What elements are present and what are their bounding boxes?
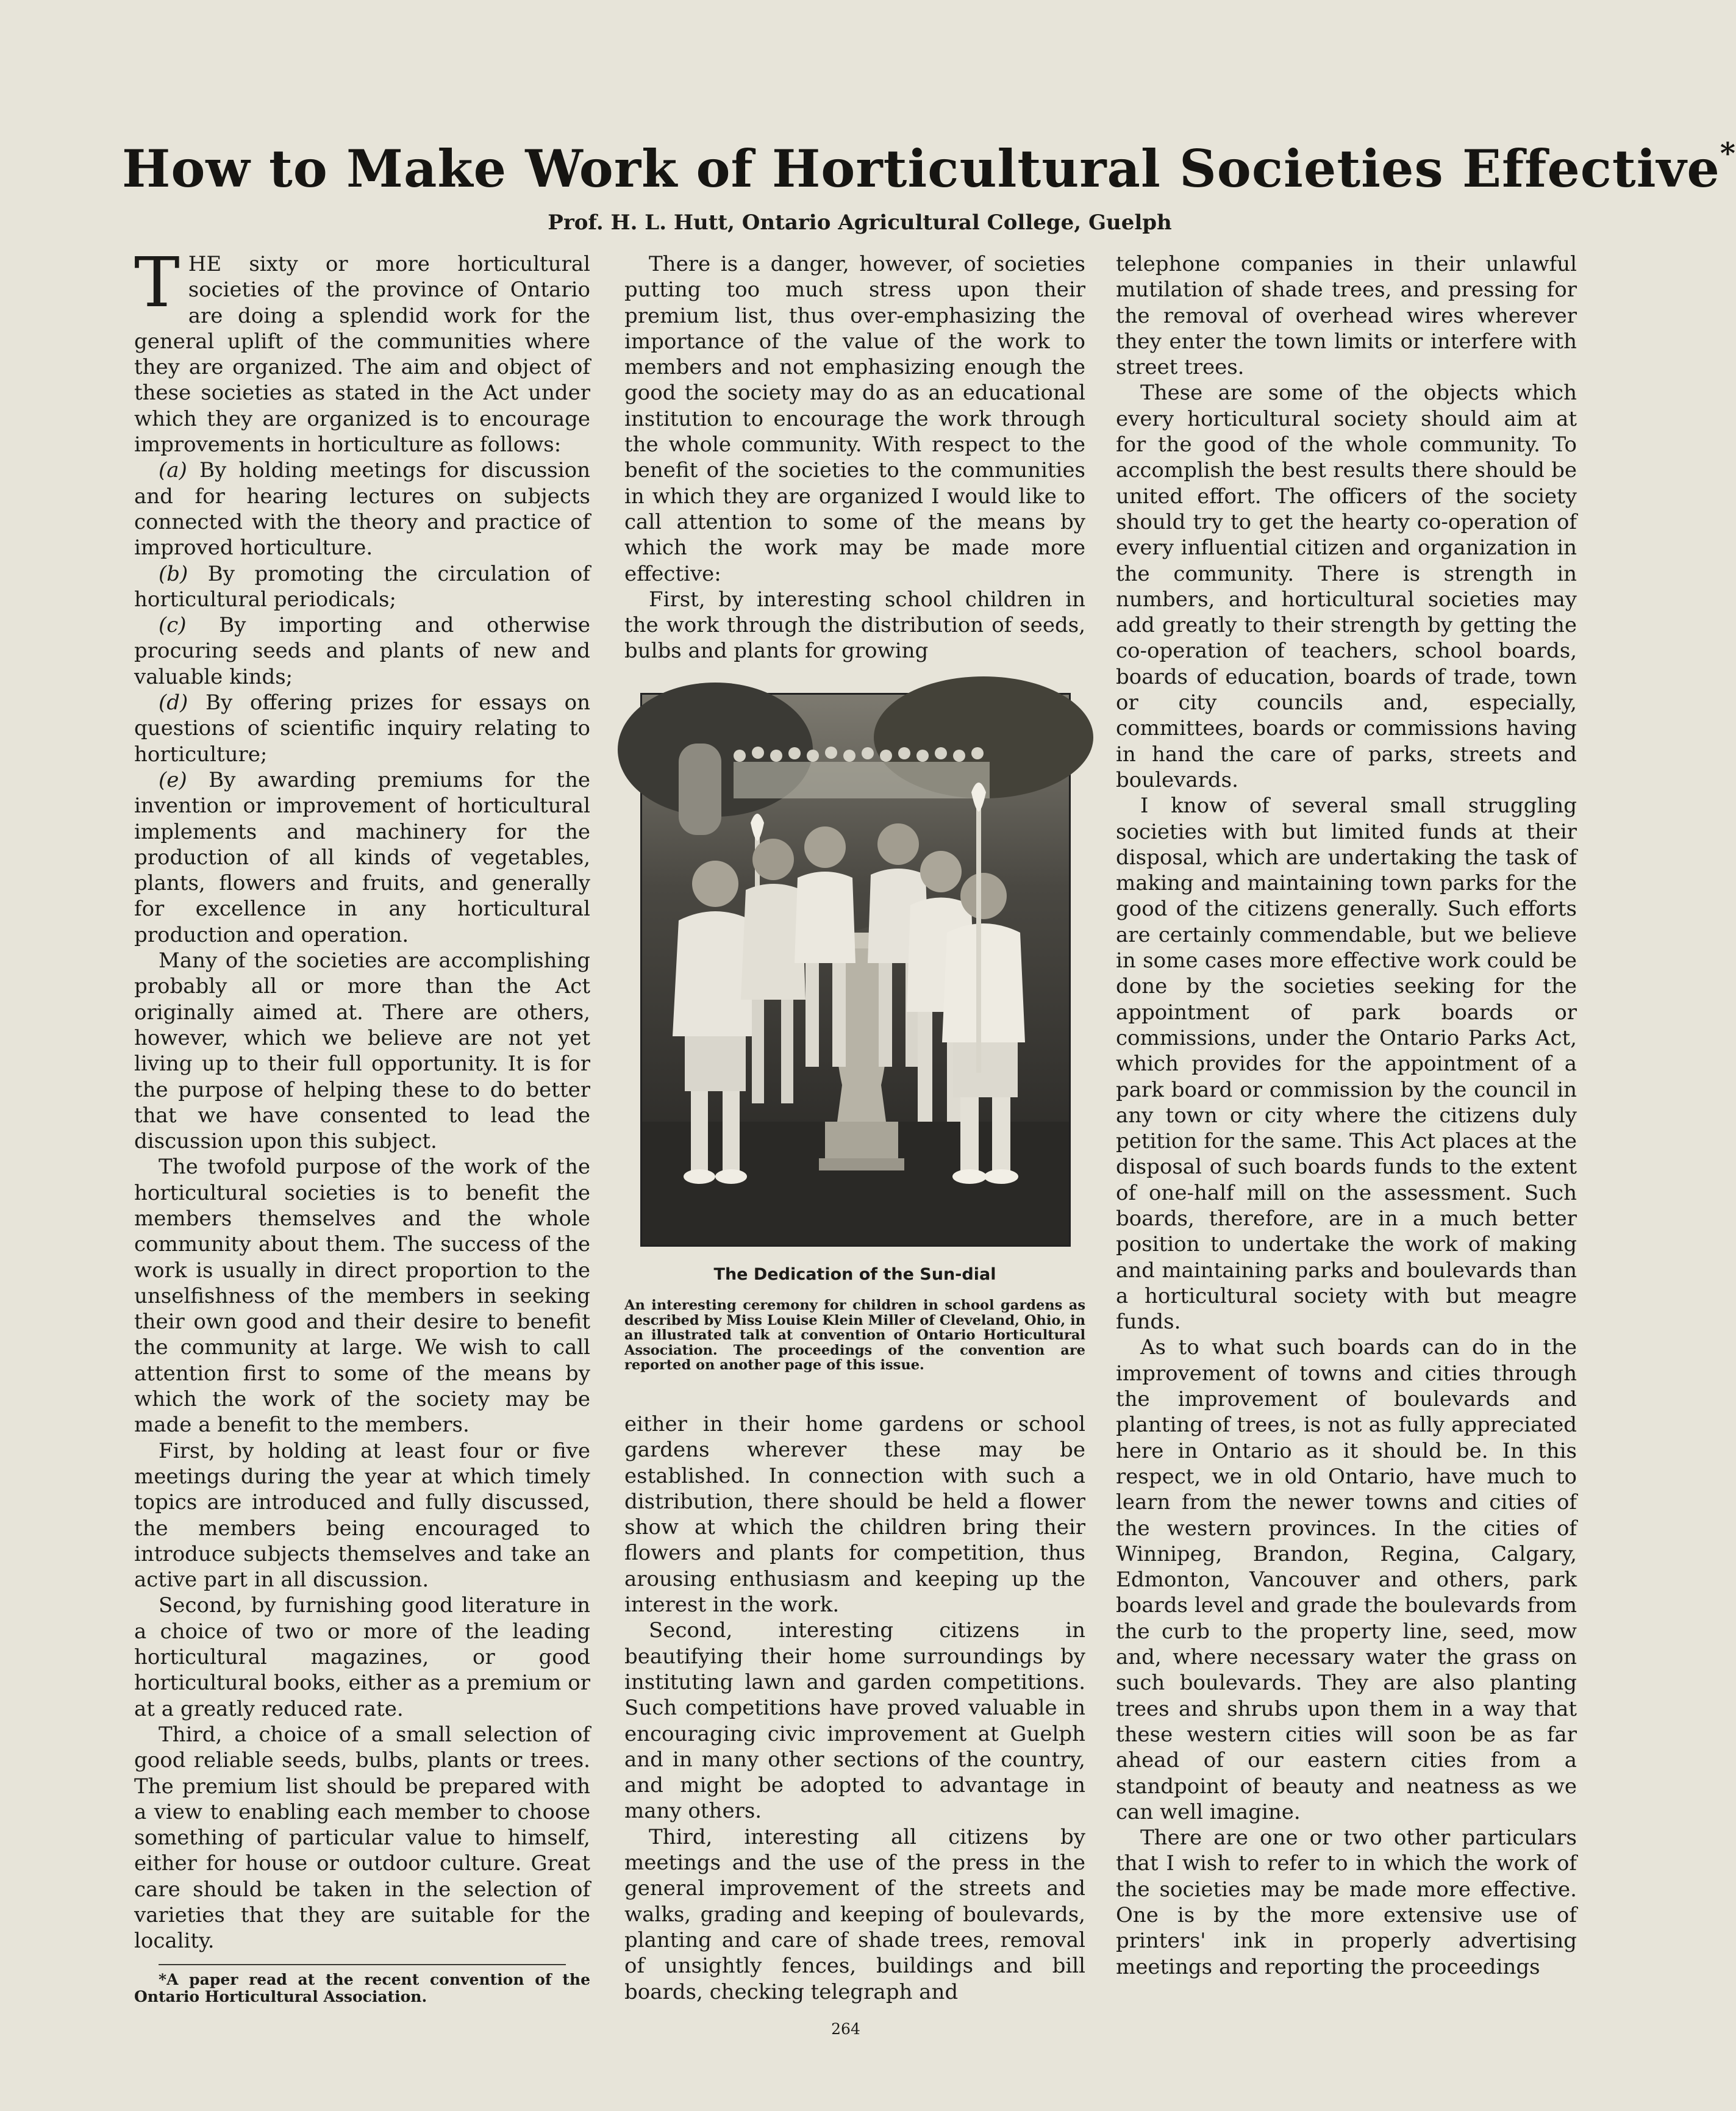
list-marker: (a) bbox=[159, 458, 187, 483]
paragraph: I know of several small struggling societies with but limited funds at their disposal, which are undertaking the task of making and maintaining town parks for the good of the citizens generally. Such efforts are certainly commendable, but we believe in some cases more effective work could be done by the societies seeking for the appointment of park boards or commissions, under the Ontario Parks Act, which provides for the appointment of a park board or commission by the council in any town or city where the citizens duly petition for the same. This Act places at the disposal of such boards funds to the extent of one-half mill on the assessment. Such boards, therefore, are in a much better position to undertake the work of making and maintaining parks and boulevards than a horticultural society with but meagre funds. bbox=[1116, 794, 1577, 1335]
figure-caption-title: The Dedication of the Sun-dial bbox=[713, 1265, 996, 1284]
paragraph: Many of the societies are accomplishing probably all or more than the Act originally aimed at. There are others, however, which we believe are not yet living up to their full opportunity. It is for the purpose of helping these to do better that we have consented to lead the discussion upon this subject. bbox=[134, 948, 590, 1154]
paragraph: Third, a choice of a small selection of good reliable seeds, bulbs, plants or trees. The premium list should be prepared with a view to enabling each member to choose something of particular value to himself, either for house or outdoor culture. Great care should be taken in the selection of varieties that they are suitable for the locality. bbox=[134, 1722, 590, 1954]
paragraph: These are some of the objects which every horticultural society should aim at for the good of the whole community. To accomplish the best results there should be united effort. The officers of the society should try to get the hearty co-operation of every influential citizen and organization in the community. There is strength in numbers, and horticultural societies may add greatly to their strength by getting the co-operation of teachers, school boards, boards of education, boards of trade, town or city councils and, especially, committees, boards or commissions having in hand the care of parks, streets and boulevards. bbox=[1116, 381, 1577, 792]
footnote-divider bbox=[159, 1964, 566, 1965]
figure-caption: An interesting ceremony for children in school gardens as described by Miss Louise Klein Miller of Cleveland, Ohio, in an illustrated talk at convention of Ontario Horticultural Association. The proceedings of the convention are reported on another page of this issue. bbox=[624, 1297, 1085, 1374]
paragraph bbox=[134, 243, 590, 457]
paragraph-text: HE sixty or more horticultural societies of the province of Ontario are doing a splendid work for the general uplift of the communities where they are organized. The aim and object of these societies as stated in the Act under which they are organized is to encourage improvements in horticulture as follows: bbox=[134, 252, 590, 457]
column-2-bottom bbox=[624, 1411, 1085, 2005]
list-item-text: By importing and otherwise procuring seeds and plants of new and valuable kinds; bbox=[134, 613, 590, 689]
title-footnote-mark: * bbox=[1720, 137, 1736, 171]
paragraph: Second, by furnishing good literature in a choice of two or more of the leading horticultural magazines, or good horticultural books, either as a premium or at a greatly reduced rate. bbox=[134, 1593, 590, 1721]
article-title bbox=[122, 135, 1736, 202]
column-2-top bbox=[624, 251, 1085, 664]
paragraph: As to what such boards can do in the improvement of towns and cities through the improvement of boulevards and planting of trees, is not as fully appreciated here in Ontario as it should be. In this respect, we in old Ontario, have much to learn from the newer towns and cities of the western provinces. In the cities of Winnipeg, Brandon, Regina, Calgary, Edmonton, Vancouver and others, park boards level and grade the boulevards from the curb to the property line, seed, mow and, where necessary water the grass on such boulevards. They are also planting trees and shrubs upon them in a way that these western cities will soon be as far ahead of our eastern cities from a standpoint of beauty and neatness as we can well imagine. bbox=[1116, 1335, 1577, 1824]
list-item-e bbox=[134, 767, 590, 948]
paragraph: First, by holding at least four or five meetings during the year at which timely topics are introduced and fully discussed, the members being encouraged to introduce subjects themselves and take an active part in all discussion. bbox=[134, 1438, 590, 1593]
drop-cap: T bbox=[134, 243, 180, 323]
list-item-text: By holding meetings for discussion and for hearing lectures on subjects connected with the theory and practice of improved horticulture. bbox=[134, 458, 590, 561]
column-1 bbox=[134, 243, 590, 2005]
paragraph: There are one or two other particulars that I wish to refer to in which the work of the societies may be made more effective. One is by the more extensive use of printers' ink in properly advertising meetings and reporting the proceedings bbox=[1116, 1826, 1577, 1979]
paragraph: telephone companies in their unlawful mutilation of shade trees, and pressing for the removal of overhead wires wherever they enter the town limits or interfere with street trees. bbox=[1116, 252, 1577, 380]
paragraph: either in their home gardens or school gardens wherever these may be established. In connection with such a distribution, there should be held a flower show at which the children bring their flowers and plants for competition, thus arousing enthusiasm and keeping up the interest in the work. bbox=[624, 1412, 1085, 1618]
list-marker: (b) bbox=[159, 561, 188, 586]
list-item-text: By offering prizes for essays on questions of scientific inquiry relating to horticulture; bbox=[134, 690, 590, 767]
photo-illustration bbox=[642, 695, 1069, 1245]
byline: Prof. H. L. Hutt, Ontario Agricultural College, Guelph bbox=[548, 210, 1172, 235]
paragraph: Second, interesting citizens in beautifying their home surroundings by instituting lawn and garden competitions. Such competitions have proved valuable in encouraging civic improvement at Guelph and in many other sections of the country, and might be adopted to advantage in many others. bbox=[624, 1618, 1085, 1824]
sun-dial-photograph bbox=[640, 693, 1071, 1247]
list-item-a bbox=[134, 457, 590, 561]
page-number: 264 bbox=[831, 2020, 860, 2038]
list-item-d bbox=[134, 690, 590, 767]
paragraph: Third, interesting all citizens by meetings and the use of the press in the general improvement of the streets and walks, grading and keeping of boulevards, planting and care of shade trees, removal of unsightly fences, buildings and bill boards, checking telegraph and bbox=[624, 1824, 1085, 2004]
list-item-b bbox=[134, 561, 590, 613]
list-item-text: By promoting the circulation of horticultural periodicals; bbox=[134, 561, 590, 612]
paragraph: First, by interesting school children in the work through the distribution of seeds, bulbs and plants for growing bbox=[624, 587, 1085, 664]
paragraph: There is a danger, however, of societies putting too much stress upon their premium list, thus over-emphasizing the importance of the value of the work to members and not emphasizing enough the good the society may do as an educational institution to encourage the work through the whole community. With respect to the benefit of the societies to the communities in which they are organized I would like to call attention to some of the means by which the work may be made more effective: bbox=[624, 252, 1085, 586]
list-marker: (d) bbox=[159, 690, 188, 715]
column-3 bbox=[1116, 251, 1577, 1980]
paragraph: The twofold purpose of the work of the horticultural societies is to benefit the members themselves and the whole community about them. The success of the work is usually in direct proportion to the unselfishness of the members in seeking their own good and their desire to benefit the community at large. We wish to call attention first to some of the means by which the work of the society may be made a benefit to the members. bbox=[134, 1155, 590, 1438]
article-title-text: How to Make Work of Horticultural Societies Effective bbox=[122, 138, 1720, 199]
list-marker: (e) bbox=[159, 767, 187, 792]
list-item-c bbox=[134, 612, 590, 690]
footnote: *A paper read at the recent convention of the Ontario Horticultural Association. bbox=[134, 1970, 590, 2005]
list-item-text: By awarding premiums for the invention or improvement of horticultural implements and machinery for the production of all kinds of vegetables, plants, flowers and fruits, and generally for excellence in any horticultural production and operation. bbox=[134, 767, 590, 947]
list-marker: (c) bbox=[159, 613, 187, 638]
